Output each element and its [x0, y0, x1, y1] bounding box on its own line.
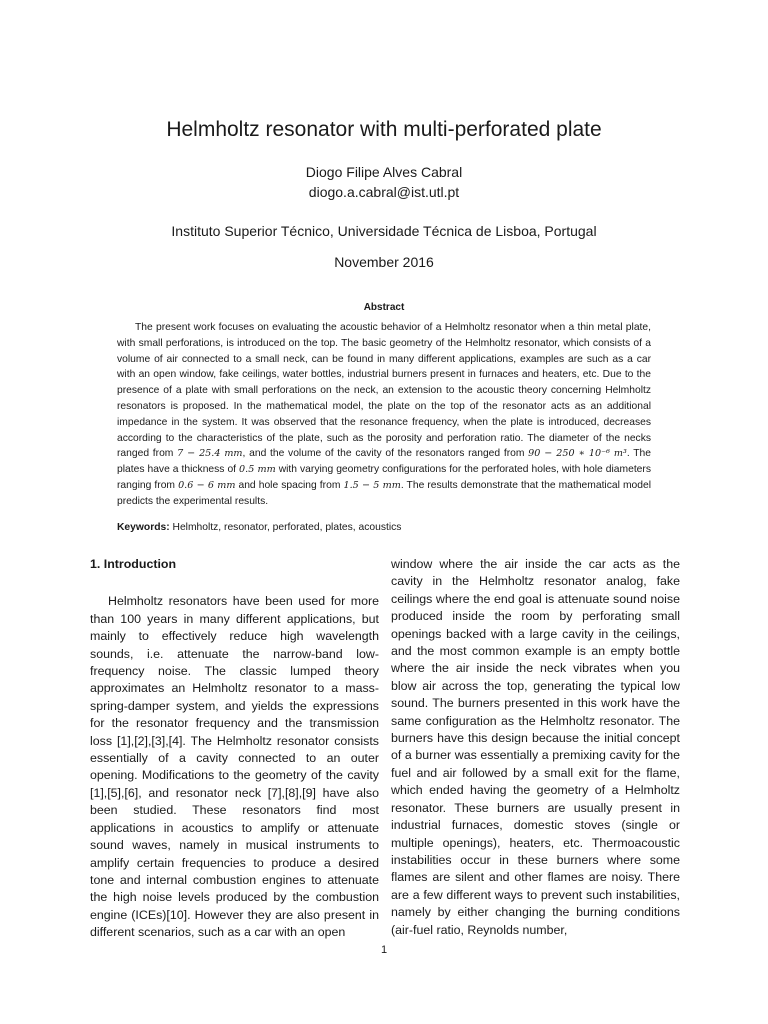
abstract-math-hole-diameter: 0.6 − 6 mm — [178, 479, 236, 491]
abstract-math-hole-spacing: 1.5 − 5 mm — [343, 479, 401, 491]
abstract-heading: Abstract — [363, 302, 405, 313]
publication-date: November 2016 — [334, 254, 434, 270]
left-column — [90, 556, 379, 942]
abstract-math-thickness: 0.5 mm — [239, 464, 276, 476]
abstract-math-neck-diameter: 7 − 25.4 mm — [177, 448, 243, 460]
abstract-text-1: The present work focuses on evaluating the acoustic behavior of a Helmholtz resonator when a thin metal plate, with small perforations, is introduced on the top. The basic geometry of the Helmholtz resonator, which consists of a volume of air connected to a small neck, can be found in many different applications, examples are such as a car with an open window, fake ceilings, water bottles, industrial burners present in furnaces and heaters, etc. Due to the presence of a plate with small perforations on the neck, an extension to the acoustic theory concerning Helmholtz resonators is proposed. In the mathematical model, the plate on the top of the resonator acts as an additional impedance in the system. It was observed that the resonance frequency, when the plate is introduced, decreases according to the characteristics of the plate, such as the porosity and perforation ratio. The diameter of the necks ranged from — [117, 322, 651, 460]
abstract-text-4: with varying geometry configurations for the perforated holes, with hole diameters ranging from — [117, 464, 651, 491]
keywords — [117, 522, 651, 533]
right-column — [391, 556, 680, 939]
section-heading: 1. Introduction — [90, 557, 177, 571]
abstract-text-3: . The plates have a thickness of — [117, 448, 651, 476]
page-number: 1 — [380, 944, 388, 956]
paper-title: Helmholtz resonator with multi-perforated plate — [166, 118, 602, 141]
intro-paragraph-right: window where the air inside the car acts as the cavity in the Helmholtz resonator analog, fake ceilings where the end goal is attenuate sound noise produced inside the room by perforating small openings backed with a large cavity in the ceilings, and the most common example is an empty bottle where the air inside the neck vibrates when you blow air across the top, generating the typical low sound. The burners presented in this work have the same configuration as the Helmholtz resonator. The burners have this design because the initial concept of a burner was essentially a premixing cavity for the fuel and air followed by a small exit for the flame, which ended having the geometry of a Helmholtz resonator. These burners are usually present in industrial furnaces, domestic stoves (single or multiple openings), heaters, etc. Thermoacoustic instabilities occur in these burners where some flames are silent and other flames are noisy. There are a few different ways to prevent such instabilities, namely by either changing the burning conditions (air-fuel ratio, Reynolds number, — [391, 557, 680, 937]
affiliation: Instituto Superior Técnico, Universidade Técnica de Lisboa, Portugal — [171, 223, 597, 239]
author-name: Diogo Filipe Alves Cabral — [305, 164, 463, 180]
abstract-math-cavity-volume: 90 − 250 ∗ 10⁻⁶ m³ — [528, 448, 627, 460]
author-email: diogo.a.cabral@ist.utl.pt — [308, 184, 460, 200]
keywords-text: Helmholtz, resonator, perforated, plates, acoustics — [169, 522, 402, 533]
abstract-body — [117, 320, 651, 510]
abstract-text-6: . The results demonstrate that the mathematical model predicts the experimental results. — [117, 479, 651, 507]
abstract-text-2: , and the volume of the cavity of the resonators ranged from — [242, 448, 529, 460]
keywords-label: Keywords: — [117, 522, 170, 533]
abstract-text-5: and hole spacing from — [235, 479, 344, 491]
intro-paragraph-left: Helmholtz resonators have been used for more than 100 years in many different applications, but mainly to effectively reduce high wavelength sounds, i.e. attenuate the narrow-band low-frequency noise. The classic lumped theory approximates an Helmholtz resonator to a mass-spring-damper system, and yields the expressions for the resonator frequency and the transmission loss [1],[2],[3],[4]. The Helmholtz resonator consists essentially of a cavity connected to an outer opening. Modifications to the geometry of the cavity [1],[5],[6], and resonator neck [7],[8],[9] have also been studied. These resonators find most applications in acoustics to amplify or attenuate sound waves, namely in musical instruments to amplify certain frequencies to produce a desired tone and internal combustion engines to attenuate the high noise levels produced by the combustion engine (ICEs)[10]. However they are also present in different scenarios, such as a car with an open — [90, 594, 379, 940]
